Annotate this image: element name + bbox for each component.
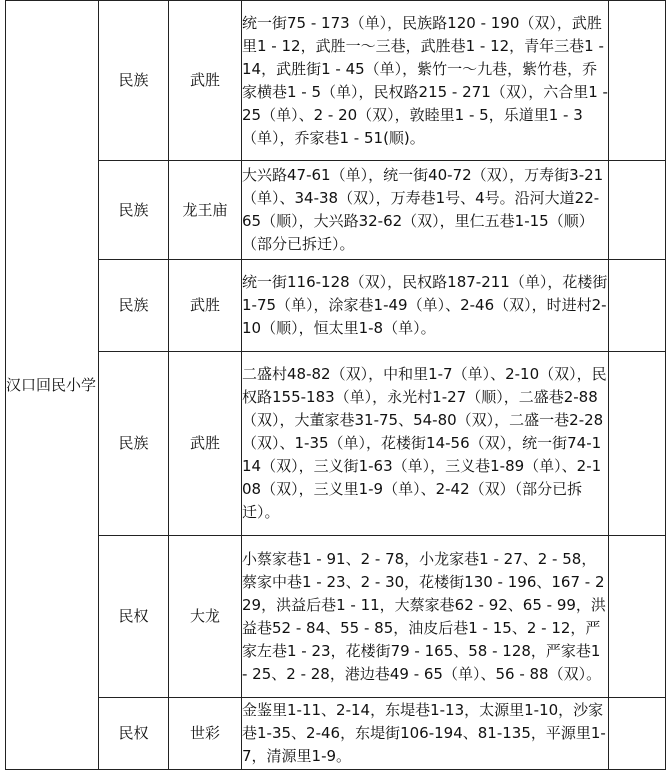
community-cell: 大龙 (169, 536, 242, 698)
school-zone-table (5, 0, 666, 770)
community-cell: 武胜 (169, 1, 242, 161)
community-cell: 龙王庙 (169, 161, 242, 260)
blank-cell (609, 352, 666, 536)
area-cell: 金鉴里1-11、2-14，东堤巷1-13，太源里1-10，沙家巷1-35、2-46，东堤街106-194、81-135，平源里1-7，清源里1-9。 (242, 698, 609, 770)
table-row (6, 161, 666, 260)
table-row (6, 260, 666, 352)
area-cell: 统一街116-128（双），民权路187-211（单），花楼街1-75（单），涂家巷1-49（单）、2-46（双），时进村2-10（顺），恒太里1-8（单）。 (242, 260, 609, 352)
street-cell: 民权 (99, 536, 169, 698)
street-cell: 民族 (99, 1, 169, 161)
table-row (6, 352, 666, 536)
area-cell: 二盛村48-82（双），中和里1-7（单）、2-10（双），民权路155-183（单），永光村1-27（顺），二盛巷2-88（双），大董家巷31-75、54-80（双），二盛一巷2-28（双）、1-35（单），花楼街14-56（双），统一街74-114（双），三义街1-63（单），三义巷1-89（单）、2-108（双），三义里1-9（单）、2-42（双）（部分已拆迁）。 (242, 352, 609, 536)
community-cell: 武胜 (169, 260, 242, 352)
area-cell: 大兴路47-61（单），统一街40-72（双），万寿街3-21（单）、34-38（双），万寿巷1号、4号。沿河大道22-65（顺），大兴路32-62（双），里仁五巷1-15（顺）（部分已拆迁）。 (242, 161, 609, 260)
street-cell: 民族 (99, 260, 169, 352)
table-row (6, 698, 666, 770)
community-cell: 武胜 (169, 352, 242, 536)
street-cell: 民族 (99, 161, 169, 260)
blank-cell (609, 698, 666, 770)
blank-cell (609, 1, 666, 161)
street-cell: 民族 (99, 352, 169, 536)
table-row (6, 536, 666, 698)
blank-cell (609, 536, 666, 698)
area-cell: 统一街75 - 173（单），民族路120 - 190（双），武胜里1 - 12，武胜一～三巷，武胜巷1 - 12，青年三巷1 - 14，武胜街1 - 45（单），紫竹一～九巷，紫竹巷，乔家横巷1 - 5（单），民权路215 - 271（双），六合里1 - 25（单）、2 - 20（双），敦睦里1 - 5，乐道里1 - 3（单），乔家巷1 - 51(顺)。 (242, 1, 609, 161)
area-cell: 小蔡家巷1 - 91、2 - 78，小龙家巷1 - 27、2 - 58，蔡家中巷1 - 23、2 - 30，花楼街130 - 196、167 - 229，洪益后巷1 - 11，大蔡家巷62 - 92、65 - 99，洪益巷52 - 84、55 - 85，油皮后巷1 - 15、2 - 12，严家左巷1 - 23，花楼街79 - 165、58 - 128，严家巷1 - 25、2 - 28，港边巷49 - 65（单）、56 - 88（双）。 (242, 536, 609, 698)
blank-cell (609, 161, 666, 260)
street-cell: 民权 (99, 698, 169, 770)
blank-cell (609, 260, 666, 352)
school-name-cell: 汉口回民小学 (6, 1, 99, 770)
community-cell: 世彩 (169, 698, 242, 770)
table-row (6, 1, 666, 161)
